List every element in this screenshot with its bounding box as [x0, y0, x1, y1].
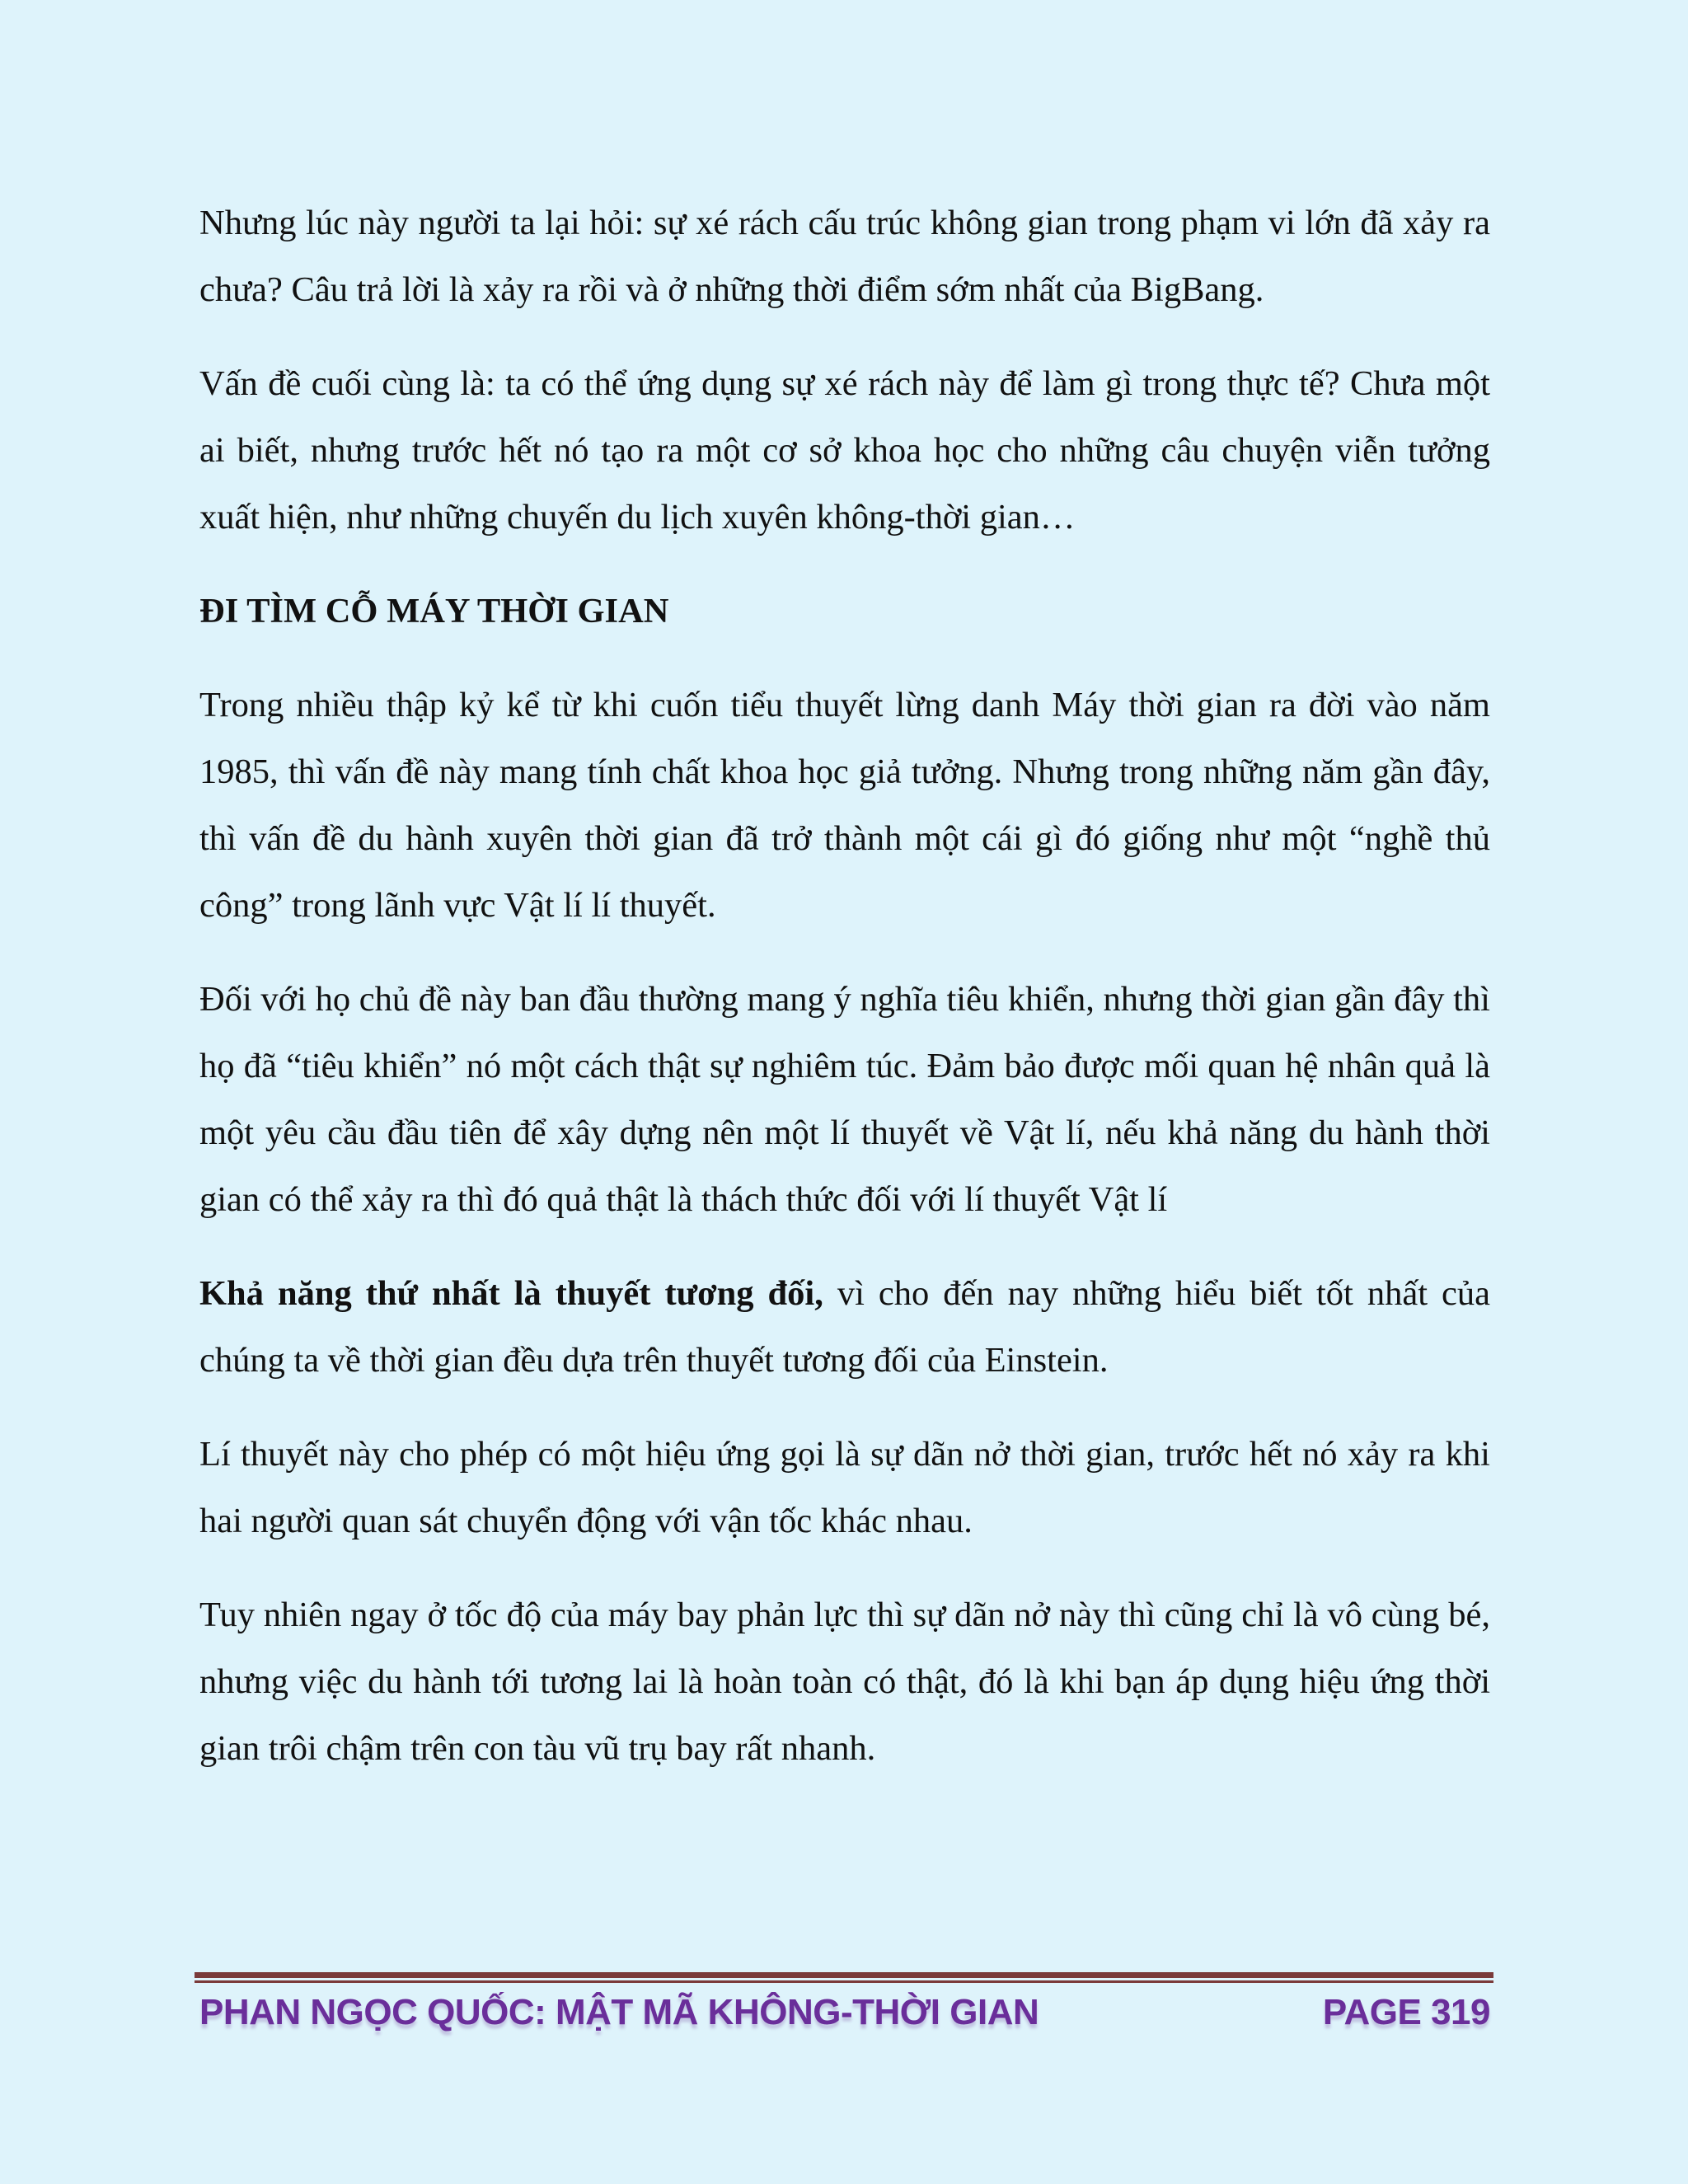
paragraph-3: Trong nhiều thập kỷ kể từ khi cuốn tiểu thuyết lừng danh Máy thời gian ra đời vào năm 1985, thì vấn đề này mang tính chất khoa học giả tưởng. Nhưng trong những năm gần đây, thì vấn đề du hành xuyên thời gian đã trở thành một cái gì đó giống như một “nghề thủ công” trong lãnh vực Vật lí lí thuyết. — [199, 686, 1490, 925]
lead-paragraph-rest: vì cho đến nay những hiểu biết tốt nhất của chúng ta về thời gian đều dựa trên thuyết tương đối của Einstein. — [199, 1274, 1490, 1380]
bold-lead-text: Khả năng thứ nhất là thuyết tương đối, — [199, 1274, 823, 1313]
paragraph-1: Nhưng lúc này người ta lại hỏi: sự xé rách cấu trúc không gian trong phạm vi lớn đã xảy ra chưa? Câu trả lời là xảy ra rồi và ở những thời điểm sớm nhất của BigBang. — [199, 204, 1490, 309]
page-footer — [199, 1984, 1490, 2041]
paragraph-7: Tuy nhiên ngay ở tốc độ của máy bay phản lực thì sự dãn nở này thì cũng chỉ là vô cùng bé, nhưng việc du hành tới tương lai là hoàn toàn có thật, đó là khi bạn áp dụng hiệu ứng thời gian trôi chậm trên con tàu vũ trụ bay rất nhanh. — [199, 1596, 1490, 1768]
footer-page-number: PAGE 319 — [1322, 1992, 1490, 2032]
footer-rule-thin — [195, 1980, 1493, 1983]
paragraph-4: Đối với họ chủ đề này ban đầu thường mang ý nghĩa tiêu khiển, nhưng thời gian gần đây thì họ đã “tiêu khiển” nó một cách thật sự nghiêm túc. Đảm bảo được mối quan hệ nhân quả là một yêu cầu đầu tiên để xây dựng nên một lí thuyết về Vật lí, nếu khả năng du hành thời gian có thể xảy ra thì đó quả thật là thách thức đối với lí thuyết Vật lí — [199, 980, 1490, 1219]
paragraph-2: Vấn đề cuối cùng là: ta có thể ứng dụng sự xé rách này để làm gì trong thực tế? Chưa một ai biết, nhưng trước hết nó tạo ra một cơ sở khoa học cho những câu chuyện viễn tưởng xuất hiện, như những chuyến du lịch xuyên không-thời gian… — [199, 364, 1490, 537]
section-heading: ĐI TÌM CỖ MÁY THỜI GIAN — [199, 592, 669, 630]
paragraph-5 — [199, 1260, 1490, 1394]
footer-book-title: PHAN NGỌC QUỐC: MẬT MÃ KHÔNG-THỜI GIAN — [199, 1992, 1039, 2032]
paragraph-6: Lí thuyết này cho phép có một hiệu ứng gọi là sự dãn nở thời gian, trước hết nó xảy ra khi hai người quan sát chuyển động với vận tốc khác nhau. — [199, 1435, 1490, 1540]
page-body — [199, 190, 1490, 1782]
footer-rule-thick — [195, 1972, 1493, 1978]
